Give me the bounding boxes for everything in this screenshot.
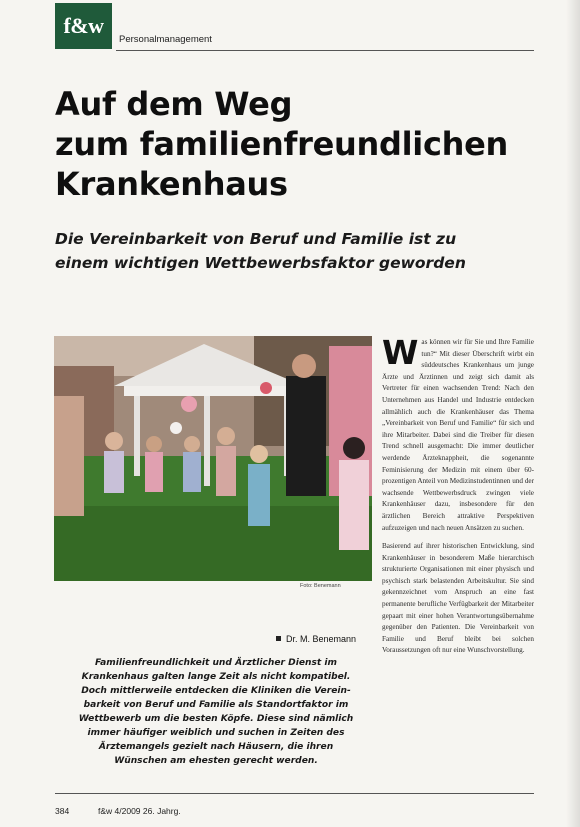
lead-line: Familienfreundlichkeit und Ärztlicher Dienst im: [95, 658, 337, 668]
article-title: [55, 84, 535, 204]
lead-line: barkeit von Beruf und Familie als Standortfaktor im: [83, 700, 349, 710]
article-lead: [60, 656, 372, 768]
title-line-3: Krankenhaus: [55, 165, 288, 203]
article-subtitle: [55, 227, 535, 275]
children-garden-photo: [54, 336, 372, 581]
drop-cap: W: [382, 333, 419, 372]
lead-line: Wünschen am ehesten gerecht werden.: [114, 756, 318, 766]
article-body-column: [382, 333, 534, 657]
title-line-1: Auf dem Weg: [55, 85, 293, 123]
section-label: Personalmanagement: [119, 34, 212, 45]
issue-info: f&w 4/2009 26. Jahrg.: [98, 806, 181, 816]
bullet-square-icon: [276, 636, 281, 641]
footer-rule: [55, 793, 534, 794]
body-paragraph-1: [382, 333, 534, 534]
photo-credit: Foto: Benemann: [300, 583, 341, 589]
body-paragraph-2: Basierend auf ihrer historischen Entwicklung, sind Krankenhäuser in besonderem Maße hierarchisch strukturierte Organisationen mit einer physisch und psychisch stark belastenden Arbeitskultur. Sie sind gekennzeichnet vom Anspruch an eine fast permanente berufliche Verfügbarkeit der Mitarbeiter gepaart mit einer hohen Verantwortungsübernahme gegenüber den Patienten. Die Vereinbarkeit von Familie und Beruf bleibt bei solchen Voraussetzungen oft nur eine Wunschvorstellung.: [382, 542, 534, 655]
page-edge-shadow: [566, 0, 580, 827]
page-number: 384: [55, 806, 70, 816]
article-photo: [54, 336, 372, 581]
lead-line: Krankenhaus galten lange Zeit als nicht kompatibel.: [81, 672, 351, 682]
lead-line: Doch mittlerweile entdecken die Kliniken die Verein-: [81, 686, 351, 696]
author-name: Dr. M. Benemann: [286, 634, 357, 644]
lead-line: Ärztemangels gezielt nach Häusern, die ihren: [98, 742, 334, 752]
title-line-2: zum familienfreundlichen: [55, 125, 508, 163]
subtitle-line-1: Die Vereinbarkeit von Beruf und Familie ist zu: [55, 230, 457, 248]
lead-line: immer häufiger weiblich und suchen in Zeiten des: [87, 728, 345, 738]
body-text-1: as können wir für Sie und Ihre Familie tun?“ Mit dieser Überschrift wirbt ein süddeutsches Krankenhaus um junge Ärzte und Ärztinnen und zeigt sich damit als Vertreter für einen wachsenden Trend: Nach den Unternehmen aus Handel und Industrie entdecken allmählich auch die Krankenhäuser das Thema „Vereinbarkeit von Beruf und Familie“ für sich und ihre Mitarbeiter. Dabei sind die Treiber für diesen Trend schnell ausgemacht: Die immer deutlicher werdende Ärzteknappheit, die sogenannte Feminisierung der Medizin mit einem über 60-prozentigen Anteil von Medizinstudentinnen und der wachsende Wettbewerbsdruck zwingen viele Krankenhäuser dazu, insbesondere für den ärztlichen Bereich attraktive Perspektiven aufzuzeigen und nach neuen Ansätzen zu suchen.: [382, 338, 534, 532]
subtitle-line-2: einem wichtigen Wettbewerbsfaktor geworden: [55, 254, 466, 272]
header-rule: [116, 50, 534, 51]
lead-line: Wettbewerb um die besten Köpfe. Diese sind nämlich: [78, 714, 354, 724]
magazine-logo: f&w: [55, 3, 112, 49]
author-byline: [276, 634, 356, 644]
